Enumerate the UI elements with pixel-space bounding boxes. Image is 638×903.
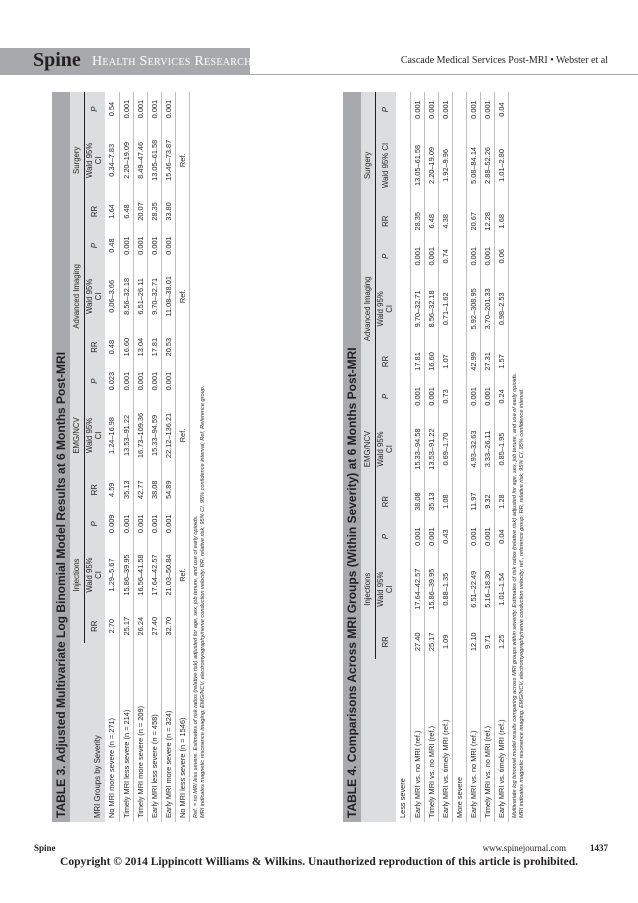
page-number: 1437 [590,843,608,853]
table-cell: 13.53–91.22 [119,398,133,473]
table-cell: 0.001 [119,92,133,126]
row-label: No MRI more severe (n = 271) [105,643,119,822]
table-cell: 1.29–5.67 [105,541,119,609]
table-cell: 4.38 [438,204,452,239]
table-cell: 5.08–84.14 [466,127,480,204]
table-cell: 16.60 [119,330,133,364]
rr-header: RR [84,609,105,643]
table-cell: 0.001 [133,364,147,398]
table-row [466,92,480,822]
table4 [343,92,605,822]
ci-header-text: Wald 95% CI [380,142,390,189]
table-cell: 0.98–2.53 [494,274,508,344]
table-cell: 6.51–26.11 [133,263,147,330]
table-cell: 27.31 [480,344,494,379]
table-cell: 20.67 [466,204,480,239]
table-cell: 0.001 [119,364,133,398]
table-cell: 15.86–39.95 [424,554,438,624]
table-cell: 4.59 [105,473,119,507]
table-cell: 2.20–19.09 [424,127,438,204]
table-cell: 5.16–18.30 [480,554,494,624]
p-header: P [84,364,105,398]
row-label: Early MRI less severe (n = 458) [147,643,161,822]
ci-header-line1: Wald 95% [85,142,95,178]
table-cell: 0.06–3.66 [105,263,119,330]
table-cell: 0.001 [466,92,480,127]
table-row [424,92,438,822]
table-cell: 1.08 [438,484,452,519]
table-cell: 0.88–1.35 [438,554,452,624]
p-header: P [84,92,105,126]
table-cell: 22.12–136.21 [161,398,175,473]
table-cell: 0.34–7.83 [105,126,119,194]
table-cell: 35.13 [424,484,438,519]
rr-header: RR [375,204,396,239]
table-cell: 0.001 [147,229,161,263]
table-cell: 0.001 [133,507,147,541]
table-cell: 25.17 [119,609,133,643]
table3-container [52,92,258,822]
table-row [480,92,494,822]
table4-title: TABLE 4. Comparisons Across MRI Groups (Within Severity) at 6 Months Post-MRI [343,92,361,822]
row-label: Timely MRI more severe (n = 209) [133,643,147,822]
table-cell: 0.73 [438,379,452,414]
rr-header: RR [375,344,396,379]
ci-header-line1: Wald 95% [376,291,386,327]
table-cell: 28.35 [147,194,161,228]
table4-footnotes [509,92,526,822]
table-cell: 0.24 [494,379,508,414]
table-cell: 21.03–50.84 [161,541,175,609]
table-row [119,92,133,822]
table-cell: 0.54 [105,92,119,126]
table-cell: 9.32 [480,484,494,519]
table3-footnotes [190,92,207,822]
section-title: Health Services Research [92,54,252,69]
table3-footnote: MRI indicates magnetic resonance imaging; EMG/NCV, electromyography/nerve conduction velocity; RR, relative risk; 95% CI, 95% confidence interval; Ref, Reference group. [199,385,206,818]
page-header [0,48,638,74]
ci-header [84,541,105,609]
footer-journal: Spine [34,843,56,853]
table-cell: 0.001 [410,379,424,414]
ci-header [375,554,396,624]
table-cell: 0.001 [466,239,480,274]
table-cell: 0.48 [105,229,119,263]
rr-header: RR [375,484,396,519]
table3-group-surgery: Surgery [70,92,84,229]
table-cell: 12.10 [466,624,480,659]
table-cell: 0.04 [494,519,508,554]
table-cell: 42.77 [133,473,147,507]
rr-header: RR [84,194,105,228]
table-row [410,92,424,822]
table-cell: 0.001 [161,92,175,126]
table3-body [105,92,189,822]
table-cell: 1.25 [494,624,508,659]
table-cell: 15.33–94.59 [147,398,161,473]
table-cell: 13.05–61.58 [147,126,161,194]
table-cell: 5.92–308.95 [466,274,480,344]
table4-group-surgery: Surgery [361,92,375,239]
table-cell: 32.70 [161,609,175,643]
table-cell: 27.40 [147,609,161,643]
table-cell: 9.71 [480,624,494,659]
table-cell: 0.001 [161,229,175,263]
table-cell: 26.24 [133,609,147,643]
table-cell: 0.85–1.95 [494,414,508,484]
rr-header: RR [84,473,105,507]
table-cell: 0.06 [494,239,508,274]
table4-grid [361,92,509,822]
table-cell: 16.73–109.36 [133,398,147,473]
table4-footnote: Multivariate log binomial model results comparing across MRI groups within severity. Estimates of risk ratios (relative risk) adjusted for age, sex, job tenure, and use of early opioids. [511,372,518,818]
row-label: No MRI less severe (n = 1546) [175,643,189,822]
table-cell: 2.20–19.09 [119,126,133,194]
table-cell: 0.009 [105,507,119,541]
table-cell: 12.28 [480,204,494,239]
ci-header-line2: CI [384,445,394,453]
p-header: P [84,507,105,541]
table-cell: 42.99 [466,344,480,379]
table-cell: 13.05–61.58 [410,127,424,204]
table-cell: 1.92–9.96 [438,127,452,204]
table-cell: 0.001 [147,364,161,398]
row-label: Early MRI more severe (n = 324) [161,643,175,822]
table-cell: 0.001 [147,92,161,126]
table-cell: 0.001 [410,239,424,274]
reference-cell: Ref. [175,229,189,365]
section-row [452,92,466,822]
table-cell: 17.64–42.57 [410,554,424,624]
table-cell: 28.35 [410,204,424,239]
rr-header: RR [375,624,396,659]
table-cell: 25.17 [424,624,438,659]
ci-header-line1: Wald 95% [85,278,95,314]
table3-group-emg: EMG/NCV [70,364,84,507]
table3-footnote: Ref. = no MRI less severe. Estimates of risk ratios (relative risk) adjusted for age, sex, job tenure, and use of early opioids. [192,515,199,818]
header-rule [0,74,638,75]
reference-row [175,92,189,822]
table4-footnote: MRI indicates magnetic resonance imaging; EMG/NCV, electromyography/nerve conduction velocity; ref., reference group; RR, relative risk; 95% CI, 95% confidence interval. [518,388,525,818]
table-cell: 0.001 [424,239,438,274]
table4-col-groups [361,659,396,822]
table-cell: 0.001 [480,239,494,274]
ci-header-line2: CI [93,431,103,440]
table-cell: 0.001 [480,519,494,554]
table-cell: 0.001 [410,519,424,554]
table-cell: 0.001 [161,364,175,398]
table-cell: 3.33–26.11 [480,414,494,484]
table-cell: 0.001 [424,92,438,127]
table-cell: 0.43 [438,519,452,554]
table-cell: 0.001 [466,379,480,414]
table-cell: 38.08 [410,484,424,519]
table-cell: 8.56–32.18 [424,274,438,344]
table4-body [396,92,508,822]
ci-header-line1: Wald 95% [376,431,386,467]
table-cell: 13.04 [133,330,147,364]
reference-cell: Ref. [175,507,189,643]
ci-header-line2: CI [384,304,394,313]
table-cell: 0.04 [494,92,508,127]
table-cell: 4.93–32.63 [466,414,480,484]
table-cell: 8.49–47.46 [133,126,147,194]
table-cell: 0.023 [105,364,119,398]
table-row [105,92,119,822]
table-cell: 1.68 [494,204,508,239]
table-cell: 20.53 [161,330,175,364]
table-cell: 15.33–94.58 [410,414,424,484]
table3 [52,92,258,822]
table-cell: 0.001 [133,92,147,126]
table-cell: 8.56–32.18 [119,263,133,330]
row-label: Early MRI vs. timely MRI (ref.) [438,659,452,822]
table4-group-injections: Injections [361,519,375,659]
section-row [396,92,410,822]
table-cell: 0.48 [105,330,119,364]
p-header: P [375,519,396,554]
row-label: Early MRI vs. timely MRI (ref.) [494,659,508,822]
table-cell: 0.69–1.70 [438,414,452,484]
table-cell: 11.97 [466,484,480,519]
table-row [161,92,175,822]
table-cell: 38.08 [147,473,161,507]
ci-header [84,398,105,473]
table3-group-injections: Injections [70,507,84,643]
ci-header-line1: Wald 95% [85,557,95,593]
table-cell: 9.70–32.71 [147,263,161,330]
table-cell: 1.09 [438,624,452,659]
reference-cell: Ref. [175,92,189,229]
table3-col-groups: MRI Groups by Severity [70,643,105,822]
table-cell: 9.70–32.71 [410,274,424,344]
table-cell: 0.001 [119,229,133,263]
row-label: Timely MRI less severe (n = 214) [119,643,133,822]
ci-header-line2: CI [93,292,103,301]
table-cell: 0.001 [438,92,452,127]
table-cell: 15.46–73.87 [161,126,175,194]
table-cell: 0.001 [424,379,438,414]
table-cell: 16.56–41.58 [133,541,147,609]
table-cell: 17.81 [410,344,424,379]
row-label: Timely MRI vs. no MRI (ref.) [424,659,438,822]
table4-group-imaging: Advanced Imaging [361,239,375,379]
footer-url[interactable]: www.spinejournal.com [482,843,566,853]
ci-header-line1: Wald 95% [376,571,386,607]
table-cell: 1.57 [494,344,508,379]
table-cell: 17.64–42.57 [147,541,161,609]
table-cell: 1.01–2.80 [494,127,508,204]
table-cell: 0.001 [161,507,175,541]
table-cell: 0.001 [424,519,438,554]
table-cell: 6.51–22.49 [466,554,480,624]
table-cell: 1.64 [105,194,119,228]
table-cell: 15.86–39.95 [119,541,133,609]
row-label: Early MRI vs. no MRI (ref.) [466,659,480,822]
table-cell: 2.70 [105,609,119,643]
ci-header-line2: CI [93,156,103,165]
table-cell: 0.001 [119,507,133,541]
ci-header-line1: Wald 95% [85,417,95,454]
table-cell: 1.01–1.54 [494,554,508,624]
table-cell: 1.07 [438,344,452,379]
table-cell: 20.07 [133,194,147,228]
p-header: P [375,379,396,414]
table-cell: 6.48 [119,194,133,228]
section-label: Less severe [396,92,410,822]
table3-title: TABLE 3. Adjusted Multivariate Log Binomial Model Results at 6 Months Post-MRI [52,92,70,822]
p-header: P [84,229,105,263]
table-cell: 0.001 [410,92,424,127]
table-cell: 16.60 [424,344,438,379]
table-cell: 0.001 [133,229,147,263]
p-header: P [375,239,396,274]
rr-header: RR [84,330,105,364]
table-cell: 2.88–52.26 [480,127,494,204]
journal-name: Spine [33,49,81,71]
ci-header-line2: CI [93,571,103,579]
copyright-notice: Copyright © 2014 Lippincott Williams & Wilkins. Unauthorized reproduction of this article is prohibited. [60,856,578,868]
ci-header [84,263,105,330]
ci-header [375,274,396,344]
table-row [147,92,161,822]
ci-header-line2: CI [384,585,394,594]
section-label: More severe [452,92,466,822]
table-cell: 6.48 [424,204,438,239]
table-cell: 0.71–1.62 [438,274,452,344]
ci-header [375,127,396,204]
table-row [494,92,508,822]
table-cell: 11.08–38.01 [161,263,175,330]
table-cell: 35.13 [119,473,133,507]
row-label: Early MRI vs. no MRI (ref.) [410,659,424,822]
row-label: Timely MRI vs. no MRI (ref.) [480,659,494,822]
table-cell: 0.001 [147,507,161,541]
p-header: P [375,92,396,127]
table-row [438,92,452,822]
table-cell: 1.24–16.98 [105,398,119,473]
table-cell: 1.28 [494,484,508,519]
table-cell: 27.40 [410,624,424,659]
table-cell: 0.001 [466,519,480,554]
ci-header [84,126,105,194]
table-cell: 3.70–201.33 [480,274,494,344]
ci-header [375,414,396,484]
table4-group-emg: EMG/NCV [361,379,375,519]
table-cell: 0.001 [480,379,494,414]
table-row [133,92,147,822]
table-cell: 33.80 [161,194,175,228]
table-cell: 0.74 [438,239,452,274]
running-title: Cascade Medical Services Post-MRI • Webster et al [400,55,608,66]
table3-group-imaging: Advanced Imaging [70,229,84,365]
table-cell: 13.53–91.22 [424,414,438,484]
table-cell: 17.81 [147,330,161,364]
table3-grid [70,92,190,822]
table4-container [343,92,605,822]
table-cell: 54.89 [161,473,175,507]
reference-cell: Ref. [175,364,189,507]
table-cell: 0.001 [480,92,494,127]
